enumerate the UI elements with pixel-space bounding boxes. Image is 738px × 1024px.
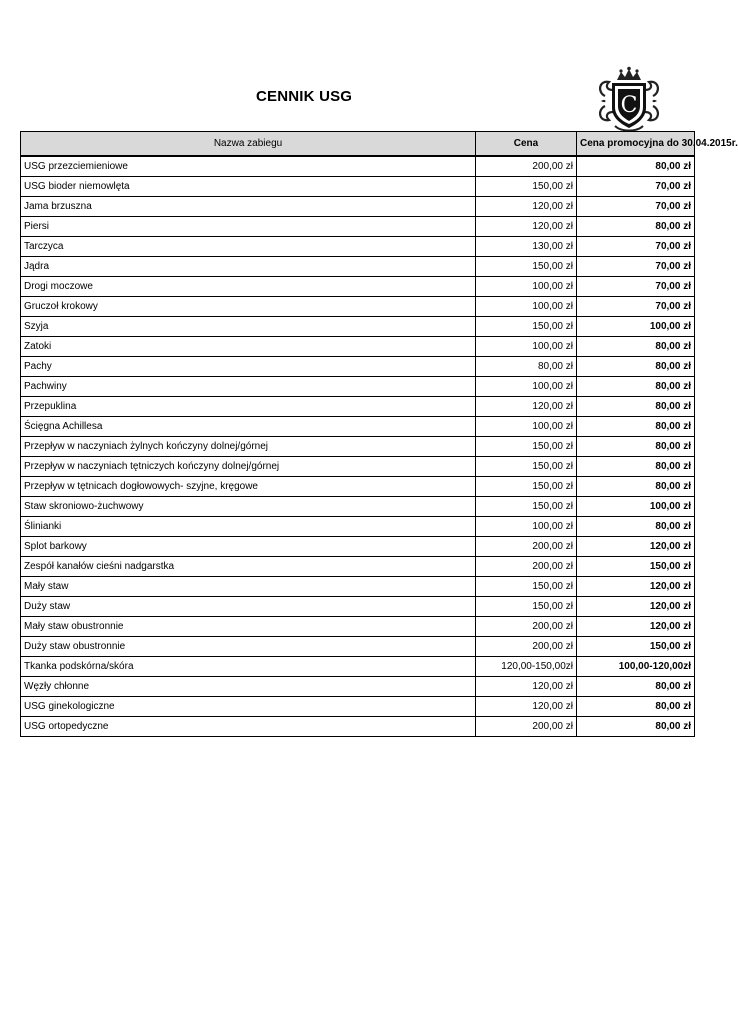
promo-price-cell: 120,00 zł — [577, 617, 695, 637]
price-cell: 150,00 zł — [476, 457, 577, 477]
price-cell: 150,00 zł — [476, 437, 577, 457]
service-name-cell: Mały staw — [21, 577, 476, 597]
promo-price-cell: 120,00 zł — [577, 537, 695, 557]
promo-price-cell: 80,00 zł — [577, 517, 695, 537]
price-cell: 100,00 zł — [476, 297, 577, 317]
service-name-cell: Duży staw obustronnie — [21, 637, 476, 657]
price-cell: 150,00 zł — [476, 177, 577, 197]
service-name-cell: USG bioder niemowlęta — [21, 177, 476, 197]
promo-price-cell: 80,00 zł — [577, 477, 695, 497]
promo-price-cell: 80,00 zł — [577, 397, 695, 417]
header-service-name: Nazwa zabiegu — [21, 132, 476, 157]
price-cell: 120,00 zł — [476, 697, 577, 717]
promo-price-cell: 80,00 zł — [577, 337, 695, 357]
table-row — [21, 417, 695, 437]
table-row — [21, 557, 695, 577]
price-cell: 130,00 zł — [476, 237, 577, 257]
price-cell: 120,00 zł — [476, 197, 577, 217]
promo-price-cell: 80,00 zł — [577, 677, 695, 697]
service-name-cell: Piersi — [21, 217, 476, 237]
service-name-cell: Jama brzuszna — [21, 197, 476, 217]
price-cell: 100,00 zł — [476, 277, 577, 297]
price-cell: 150,00 zł — [476, 497, 577, 517]
table-row — [21, 337, 695, 357]
table-row — [21, 277, 695, 297]
promo-price-cell: 70,00 zł — [577, 297, 695, 317]
crest-logo-icon — [595, 66, 663, 134]
service-name-cell: Jądra — [21, 257, 476, 277]
promo-price-cell: 150,00 zł — [577, 557, 695, 577]
table-row — [21, 317, 695, 337]
table-row — [21, 537, 695, 557]
price-cell: 200,00 zł — [476, 617, 577, 637]
table-body — [21, 156, 695, 737]
price-cell: 200,00 zł — [476, 717, 577, 737]
service-name-cell: Pachwiny — [21, 377, 476, 397]
price-cell: 100,00 zł — [476, 337, 577, 357]
price-cell: 150,00 zł — [476, 317, 577, 337]
price-cell: 100,00 zł — [476, 417, 577, 437]
service-name-cell: Przepuklina — [21, 397, 476, 417]
table-row — [21, 457, 695, 477]
service-name-cell: Pachy — [21, 357, 476, 377]
service-name-cell: Drogi moczowe — [21, 277, 476, 297]
service-name-cell: Mały staw obustronnie — [21, 617, 476, 637]
service-name-cell: Przepływ w tętnicach dogłowowych- szyjne, kręgowe — [21, 477, 476, 497]
price-cell: 200,00 zł — [476, 156, 577, 177]
service-name-cell: Przepływ w naczyniach żylnych kończyny dolnej/górnej — [21, 437, 476, 457]
header-promo-price: Cena promocyjna do 30.04.2015r. — [577, 132, 695, 157]
promo-price-cell: 120,00 zł — [577, 597, 695, 617]
service-name-cell: Przepływ w naczyniach tętniczych kończyny dolnej/górnej — [21, 457, 476, 477]
promo-price-cell: 100,00 zł — [577, 497, 695, 517]
price-cell: 200,00 zł — [476, 557, 577, 577]
header-price: Cena — [476, 132, 577, 157]
table-row — [21, 497, 695, 517]
table-row — [21, 437, 695, 457]
table-row — [21, 197, 695, 217]
promo-price-cell: 80,00 zł — [577, 457, 695, 477]
promo-price-cell: 100,00 zł — [577, 317, 695, 337]
service-name-cell: Tkanka podskórna/skóra — [21, 657, 476, 677]
price-cell: 200,00 zł — [476, 637, 577, 657]
service-name-cell: Zespół kanałów cieśni nadgarstka — [21, 557, 476, 577]
service-name-cell: Szyja — [21, 317, 476, 337]
service-name-cell: Zatoki — [21, 337, 476, 357]
service-name-cell: Węzły chłonne — [21, 677, 476, 697]
promo-price-cell: 80,00 zł — [577, 437, 695, 457]
service-name-cell: Staw skroniowo-żuchwowy — [21, 497, 476, 517]
table-row — [21, 237, 695, 257]
table-row — [21, 156, 695, 177]
table-row — [21, 637, 695, 657]
svg-text:C: C — [620, 93, 638, 118]
service-name-cell: USG ortopedyczne — [21, 717, 476, 737]
table-row — [21, 597, 695, 617]
page-title: CENNIK USG — [256, 88, 353, 105]
promo-price-cell: 150,00 zł — [577, 637, 695, 657]
price-cell: 150,00 zł — [476, 597, 577, 617]
table-header-row — [21, 132, 695, 157]
promo-price-cell: 80,00 zł — [577, 156, 695, 177]
service-name-cell: USG przezciemieniowe — [21, 156, 476, 177]
service-name-cell: Duży staw — [21, 597, 476, 617]
promo-price-cell: 80,00 zł — [577, 217, 695, 237]
table-row — [21, 677, 695, 697]
price-cell: 100,00 zł — [476, 377, 577, 397]
price-cell: 120,00 zł — [476, 677, 577, 697]
promo-price-cell: 120,00 zł — [577, 577, 695, 597]
service-name-cell: Gruczoł krokowy — [21, 297, 476, 317]
table-row — [21, 717, 695, 737]
price-cell: 200,00 zł — [476, 537, 577, 557]
table-row — [21, 377, 695, 397]
promo-price-cell: 80,00 zł — [577, 697, 695, 717]
promo-price-cell: 80,00 zł — [577, 377, 695, 397]
table-row — [21, 477, 695, 497]
price-cell: 150,00 zł — [476, 257, 577, 277]
table-row — [21, 617, 695, 637]
promo-price-cell: 80,00 zł — [577, 717, 695, 737]
table-row — [21, 257, 695, 277]
price-cell: 120,00 zł — [476, 217, 577, 237]
promo-price-cell: 70,00 zł — [577, 237, 695, 257]
promo-price-cell: 80,00 zł — [577, 357, 695, 377]
service-name-cell: USG ginekologiczne — [21, 697, 476, 717]
promo-price-cell: 70,00 zł — [577, 277, 695, 297]
table-row — [21, 177, 695, 197]
service-name-cell: Ścięgna Achillesa — [21, 417, 476, 437]
price-cell: 120,00 zł — [476, 397, 577, 417]
table-row — [21, 217, 695, 237]
table-row — [21, 297, 695, 317]
price-cell: 100,00 zł — [476, 517, 577, 537]
table-row — [21, 697, 695, 717]
price-cell: 150,00 zł — [476, 477, 577, 497]
service-name-cell: Tarczyca — [21, 237, 476, 257]
price-cell: 150,00 zł — [476, 577, 577, 597]
table-row — [21, 657, 695, 677]
price-table — [20, 131, 738, 737]
table-row — [21, 517, 695, 537]
promo-price-cell: 70,00 zł — [577, 257, 695, 277]
service-name-cell: Ślinianki — [21, 517, 476, 537]
service-name-cell: Splot barkowy — [21, 537, 476, 557]
promo-price-cell: 80,00 zł — [577, 417, 695, 437]
table-row — [21, 357, 695, 377]
price-cell: 80,00 zł — [476, 357, 577, 377]
table-row — [21, 397, 695, 417]
promo-price-cell: 70,00 zł — [577, 197, 695, 217]
table-row — [21, 577, 695, 597]
promo-price-cell: 70,00 zł — [577, 177, 695, 197]
price-cell: 120,00-150,00zł — [476, 657, 577, 677]
promo-price-cell: 100,00-120,00zł — [577, 657, 695, 677]
